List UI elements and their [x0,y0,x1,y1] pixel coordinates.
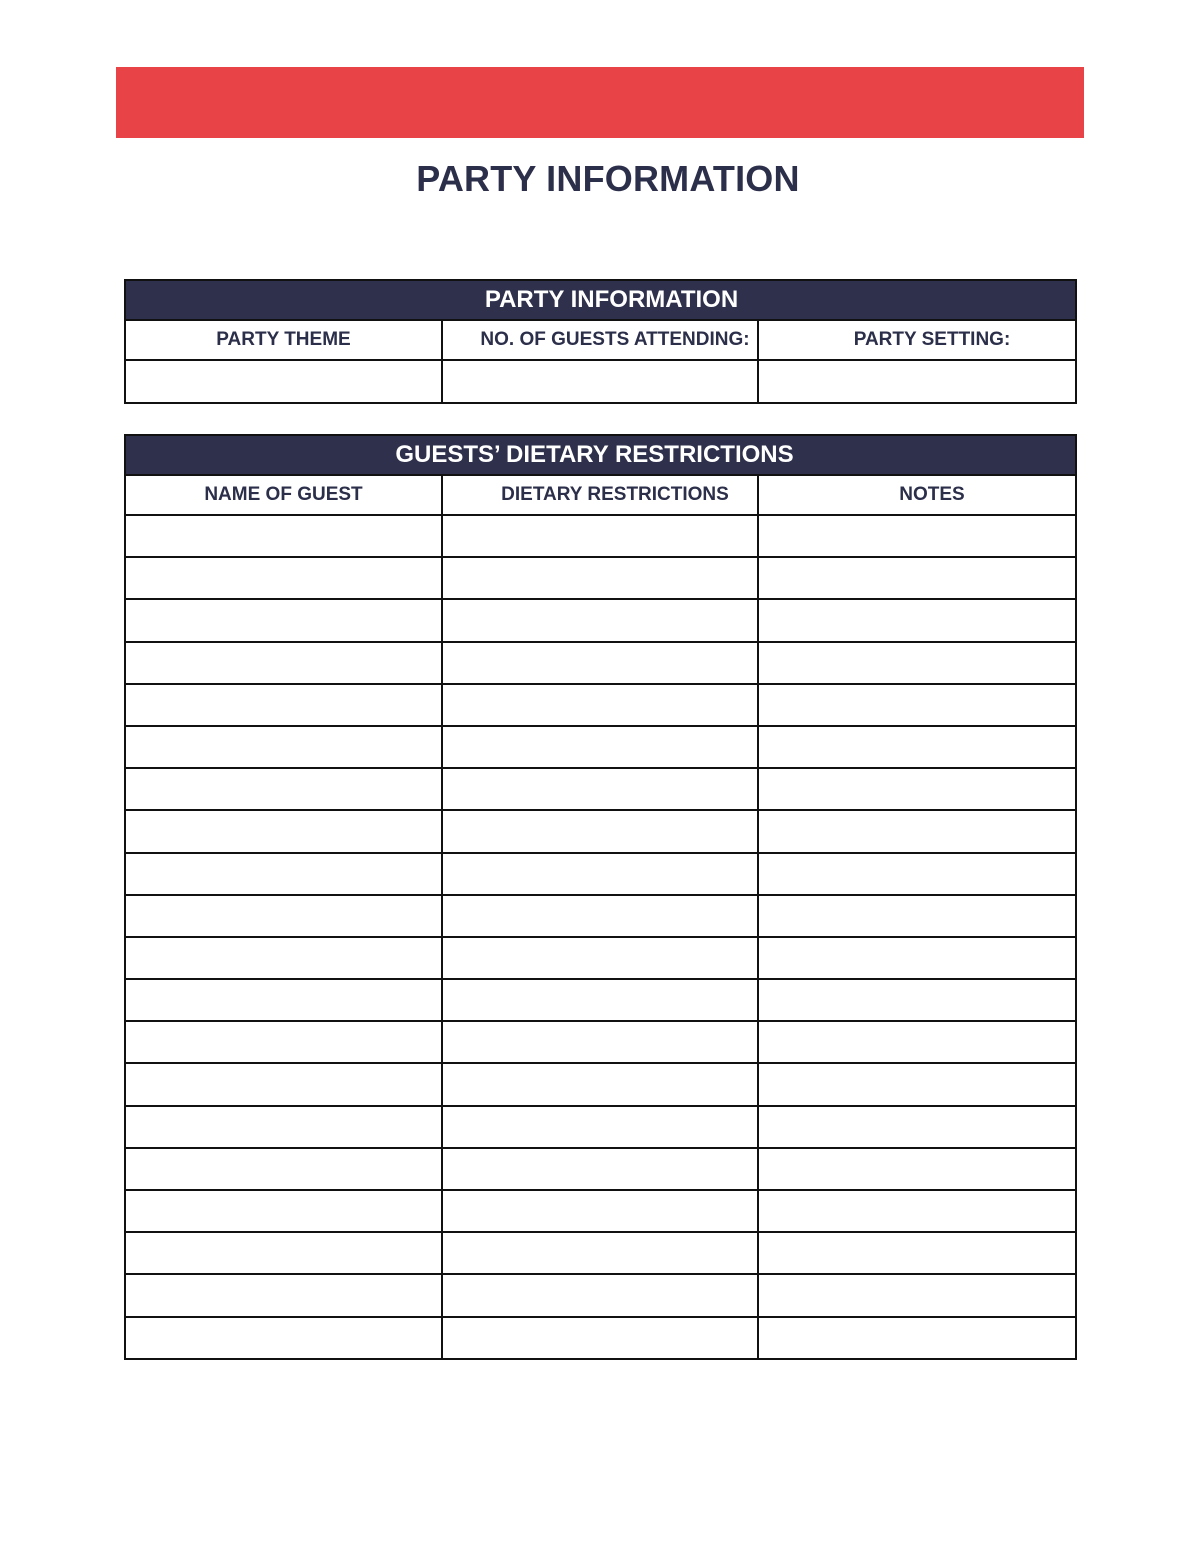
guest-name-field[interactable] [125,1317,442,1359]
party-information-heading: PARTY INFORMATION [125,280,1076,320]
guest-name-field[interactable] [125,810,442,852]
party-information-table [124,279,1077,404]
notes-field[interactable] [758,1106,1076,1148]
column-header-dietary-restrictions: DIETARY RESTRICTIONS [442,475,758,515]
table-row [125,1232,1076,1274]
party-information-entry-row [125,360,1076,403]
notes-field[interactable] [758,1063,1076,1105]
dietary-restrictions-body [125,515,1076,1359]
party-theme-field[interactable] [125,360,442,403]
page-title: PARTY INFORMATION [416,158,800,199]
notes-field[interactable] [758,1274,1076,1316]
table-row [125,557,1076,599]
dietary-restriction-field[interactable] [442,599,758,641]
dietary-restriction-field[interactable] [442,684,758,726]
top-accent-bar [116,67,1084,138]
guest-name-field[interactable] [125,853,442,895]
column-header-party-setting: PARTY SETTING: [758,320,1076,360]
dietary-restrictions-header-row [125,435,1076,475]
table-row [125,599,1076,641]
notes-field[interactable] [758,1021,1076,1063]
dietary-restriction-field[interactable] [442,810,758,852]
dietary-restriction-field[interactable] [442,642,758,684]
dietary-restriction-field[interactable] [442,557,758,599]
guest-name-field[interactable] [125,937,442,979]
guest-name-field[interactable] [125,557,442,599]
guest-name-field[interactable] [125,684,442,726]
notes-field[interactable] [758,895,1076,937]
dietary-restrictions-heading: GUESTS’ DIETARY RESTRICTIONS [125,435,1076,475]
notes-field[interactable] [758,810,1076,852]
dietary-restriction-field[interactable] [442,1021,758,1063]
notes-field[interactable] [758,1190,1076,1232]
guest-name-field[interactable] [125,515,442,557]
guests-attending-field[interactable] [442,360,758,403]
table-row [125,1021,1076,1063]
notes-field[interactable] [758,515,1076,557]
table-row [125,937,1076,979]
guest-name-field[interactable] [125,1021,442,1063]
dietary-restriction-field[interactable] [442,726,758,768]
notes-field[interactable] [758,642,1076,684]
table-row [125,726,1076,768]
dietary-restriction-field[interactable] [442,1317,758,1359]
dietary-restriction-field[interactable] [442,768,758,810]
dietary-restriction-field[interactable] [442,853,758,895]
notes-field[interactable] [758,1317,1076,1359]
table-row [125,1317,1076,1359]
column-header-guests-attending: NO. OF GUESTS ATTENDING: [442,320,758,360]
notes-field[interactable] [758,599,1076,641]
guest-name-field[interactable] [125,1063,442,1105]
dietary-restriction-field[interactable] [442,895,758,937]
notes-field[interactable] [758,684,1076,726]
table-row [125,642,1076,684]
notes-field[interactable] [758,768,1076,810]
dietary-restriction-field[interactable] [442,1274,758,1316]
dietary-restriction-field[interactable] [442,515,758,557]
table-row [125,895,1076,937]
guest-name-field[interactable] [125,642,442,684]
guest-name-field[interactable] [125,1190,442,1232]
notes-field[interactable] [758,979,1076,1021]
notes-field[interactable] [758,853,1076,895]
table-row [125,768,1076,810]
guest-name-field[interactable] [125,726,442,768]
column-header-party-theme: PARTY THEME [125,320,442,360]
guest-name-field[interactable] [125,1106,442,1148]
dietary-restriction-field[interactable] [442,1106,758,1148]
notes-field[interactable] [758,937,1076,979]
table-row [125,979,1076,1021]
notes-field[interactable] [758,1148,1076,1190]
table-row [125,684,1076,726]
notes-field[interactable] [758,557,1076,599]
table-row [125,515,1076,557]
guest-name-field[interactable] [125,1148,442,1190]
guest-name-field[interactable] [125,1232,442,1274]
guest-name-field[interactable] [125,599,442,641]
table-row [125,1148,1076,1190]
guest-name-field[interactable] [125,895,442,937]
notes-field[interactable] [758,1232,1076,1274]
dietary-restriction-field[interactable] [442,1148,758,1190]
dietary-restriction-field[interactable] [442,979,758,1021]
dietary-restriction-field[interactable] [442,1232,758,1274]
table-row [125,1274,1076,1316]
table-row [125,853,1076,895]
column-header-name-of-guest: NAME OF GUEST [125,475,442,515]
notes-field[interactable] [758,726,1076,768]
table-row [125,1106,1076,1148]
dietary-restrictions-column-row [125,475,1076,515]
party-information-header-row [125,280,1076,320]
dietary-restriction-field[interactable] [442,1063,758,1105]
guest-name-field[interactable] [125,979,442,1021]
dietary-restrictions-table [124,434,1077,1360]
table-row [125,810,1076,852]
party-information-column-row [125,320,1076,360]
guest-name-field[interactable] [125,768,442,810]
table-row [125,1063,1076,1105]
dietary-restriction-field[interactable] [442,1190,758,1232]
dietary-restriction-field[interactable] [442,937,758,979]
table-row [125,1190,1076,1232]
party-setting-field[interactable] [758,360,1076,403]
column-header-notes: NOTES [758,475,1076,515]
guest-name-field[interactable] [125,1274,442,1316]
